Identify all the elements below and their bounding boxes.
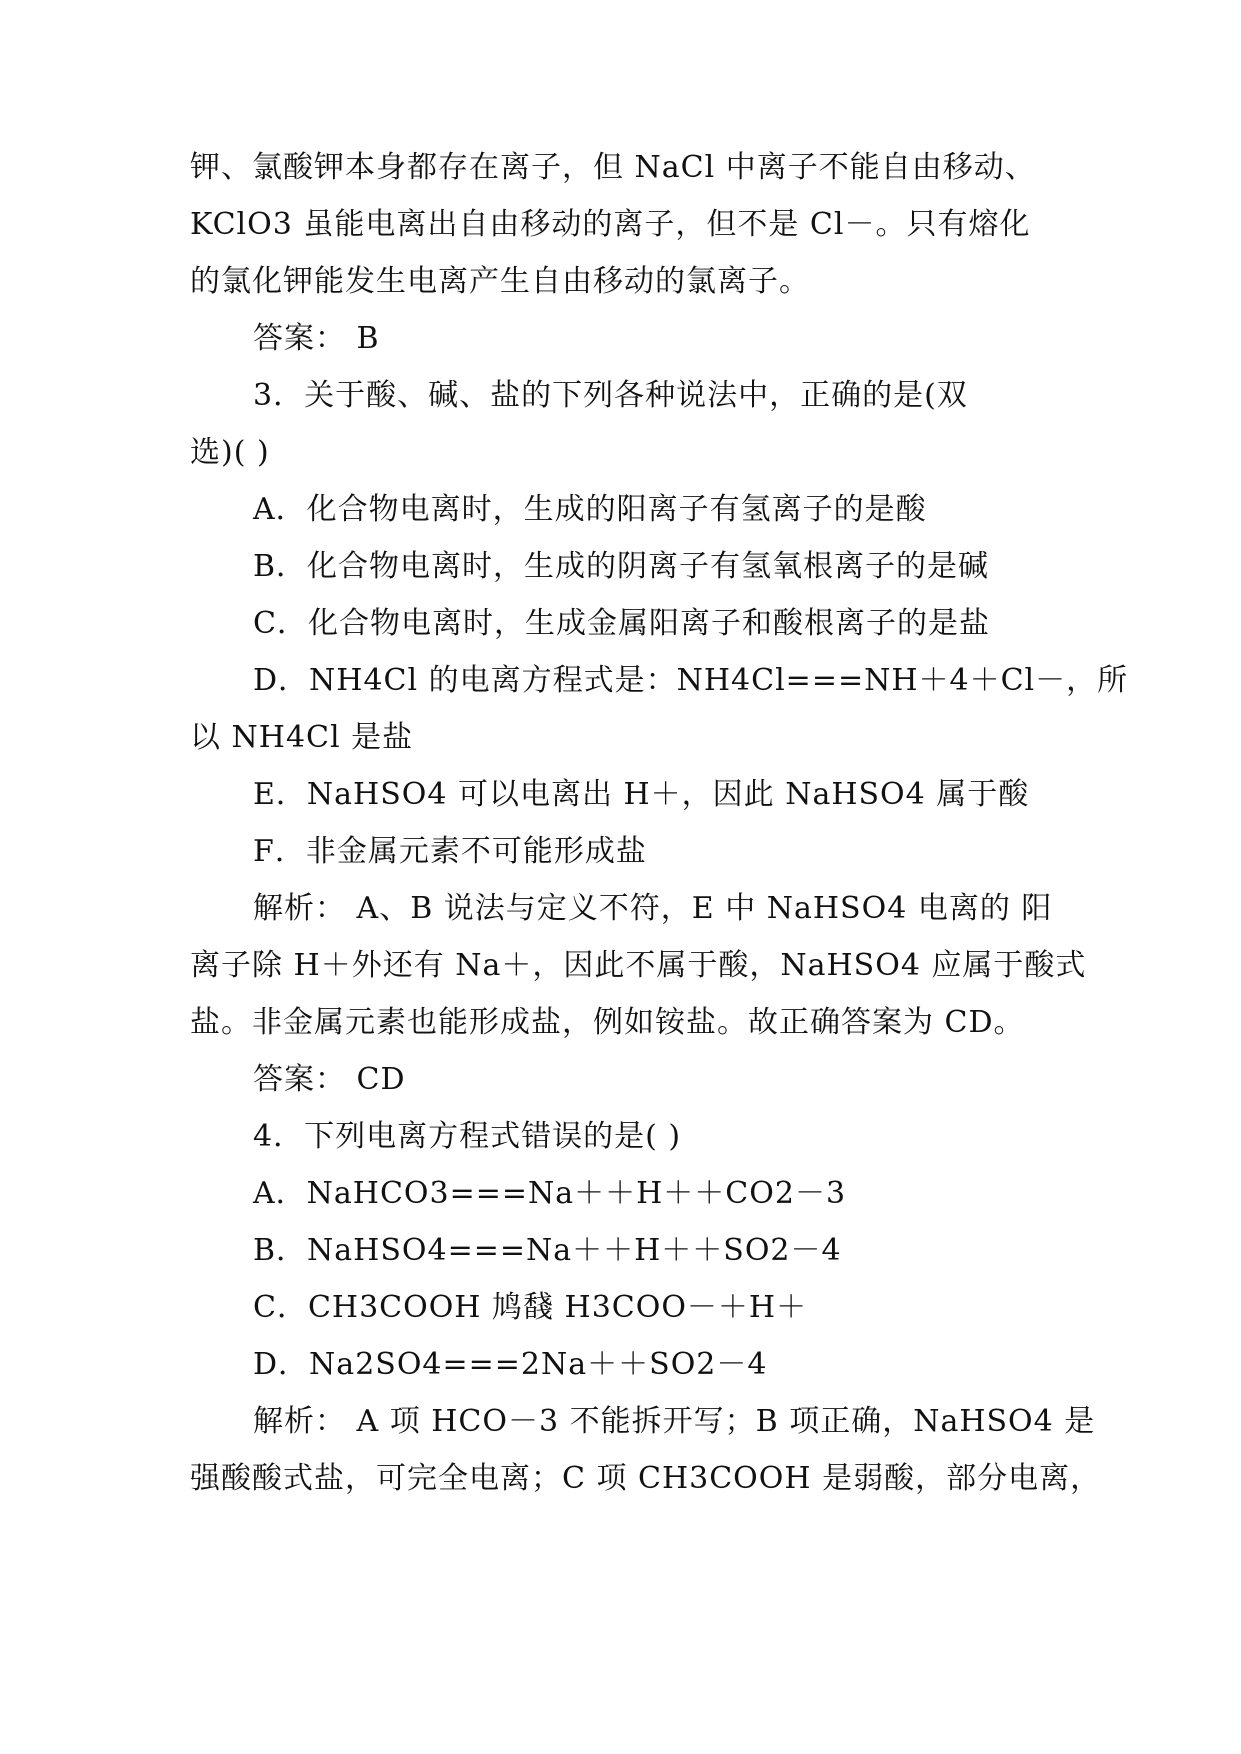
option-line: E．NaHSO4 可以电离出 H＋，因此 NaHSO4 属于酸 bbox=[253, 777, 1030, 812]
analysis-line: 解析： A、B 说法与定义不符，E 中 NaHSO4 电离的 阳 bbox=[253, 891, 1053, 926]
text-line: 离子除 H＋外还有 Na＋，因此不属于酸，NaHSO4 应属于酸式 bbox=[190, 948, 1087, 983]
option-line: B．NaHSO4===Na＋＋H＋＋SO2－4 bbox=[253, 1233, 842, 1268]
text-line: KClO3 虽能电离出自由移动的离子，但不是 Cl－。只有熔化 bbox=[190, 207, 1031, 242]
text-line: 的氯化钾能发生电离产生自由移动的氯离子。 bbox=[190, 264, 810, 299]
option-line: D．NH4Cl 的电离方程式是：NH4Cl===NH＋4＋Cl－，所 bbox=[253, 663, 1129, 698]
text-line: 强酸酸式盐，可完全电离；C 项 CH3COOH 是弱酸，部分电离， bbox=[190, 1461, 1102, 1496]
text-line: 盐。非金属元素也能形成盐，例如铵盐。故正确答案为 CD。 bbox=[190, 1005, 1025, 1040]
question-line: 3．关于酸、碱、盐的下列各种说法中，正确的是(双 bbox=[253, 378, 968, 413]
question-line: 4．下列电离方程式错误的是( ) bbox=[253, 1119, 682, 1154]
answer-line: 答案： B bbox=[253, 321, 380, 356]
text-line: 选)( ) bbox=[190, 435, 270, 470]
text-line: 以 NH4Cl 是盐 bbox=[190, 720, 414, 755]
option-line: C．CH3COOH 鸠馢 H3COO－＋H＋ bbox=[253, 1290, 808, 1325]
option-line: C．化合物电离时，生成金属阳离子和酸根离子的是盐 bbox=[253, 606, 990, 641]
option-line: A．NaHCO3===Na＋＋H＋＋CO2－3 bbox=[253, 1176, 847, 1211]
analysis-line: 解析： A 项 HCO－3 不能拆开写；B 项正确，NaHSO4 是 bbox=[253, 1404, 1096, 1439]
answer-line: 答案： CD bbox=[253, 1062, 406, 1097]
option-line: F．非金属元素不可能形成盐 bbox=[253, 834, 647, 869]
option-line: D．Na2SO4===2Na＋＋SO2－4 bbox=[253, 1347, 768, 1382]
option-line: A．化合物电离时，生成的阳离子有氢离子的是酸 bbox=[253, 492, 927, 527]
option-line: B．化合物电离时，生成的阴离子有氢氧根离子的是碱 bbox=[253, 549, 990, 584]
text-line: 钾、氯酸钾本身都存在离子，但 NaCl 中离子不能自由移动、 bbox=[190, 150, 1036, 185]
